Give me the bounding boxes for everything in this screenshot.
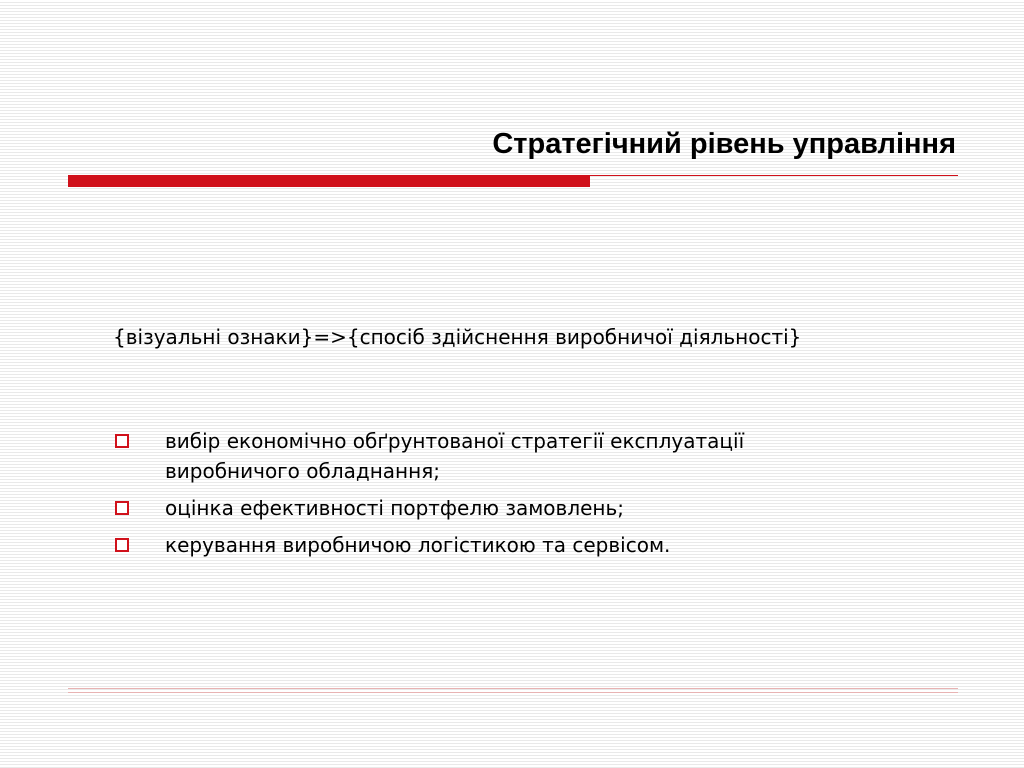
title-underline-rule	[590, 175, 958, 176]
bullet-list	[110, 426, 930, 567]
hollow-square-icon	[115, 501, 129, 515]
formula-text: {візуальні ознаки}=>{спосіб здійснення виробничої діяльності}	[113, 325, 802, 349]
slide-title: Стратегічний рівень управління	[492, 128, 956, 160]
list-item-line: керування виробничою логістикою та сервісом.	[165, 533, 671, 557]
list-item	[110, 426, 930, 486]
list-item-line: виробничого обладнання;	[165, 459, 440, 483]
list-item-line: вибір економічно обґрунтованої стратегії експлуатації	[165, 429, 745, 453]
hollow-square-icon	[115, 538, 129, 552]
footer-rule	[68, 688, 958, 689]
title-underline-bar	[68, 175, 590, 187]
hollow-square-icon	[115, 434, 129, 448]
list-item-line: оцінка ефективності портфелю замовлень;	[165, 496, 625, 520]
footer-rule	[68, 692, 958, 693]
list-item	[110, 530, 930, 560]
list-item	[110, 493, 930, 523]
